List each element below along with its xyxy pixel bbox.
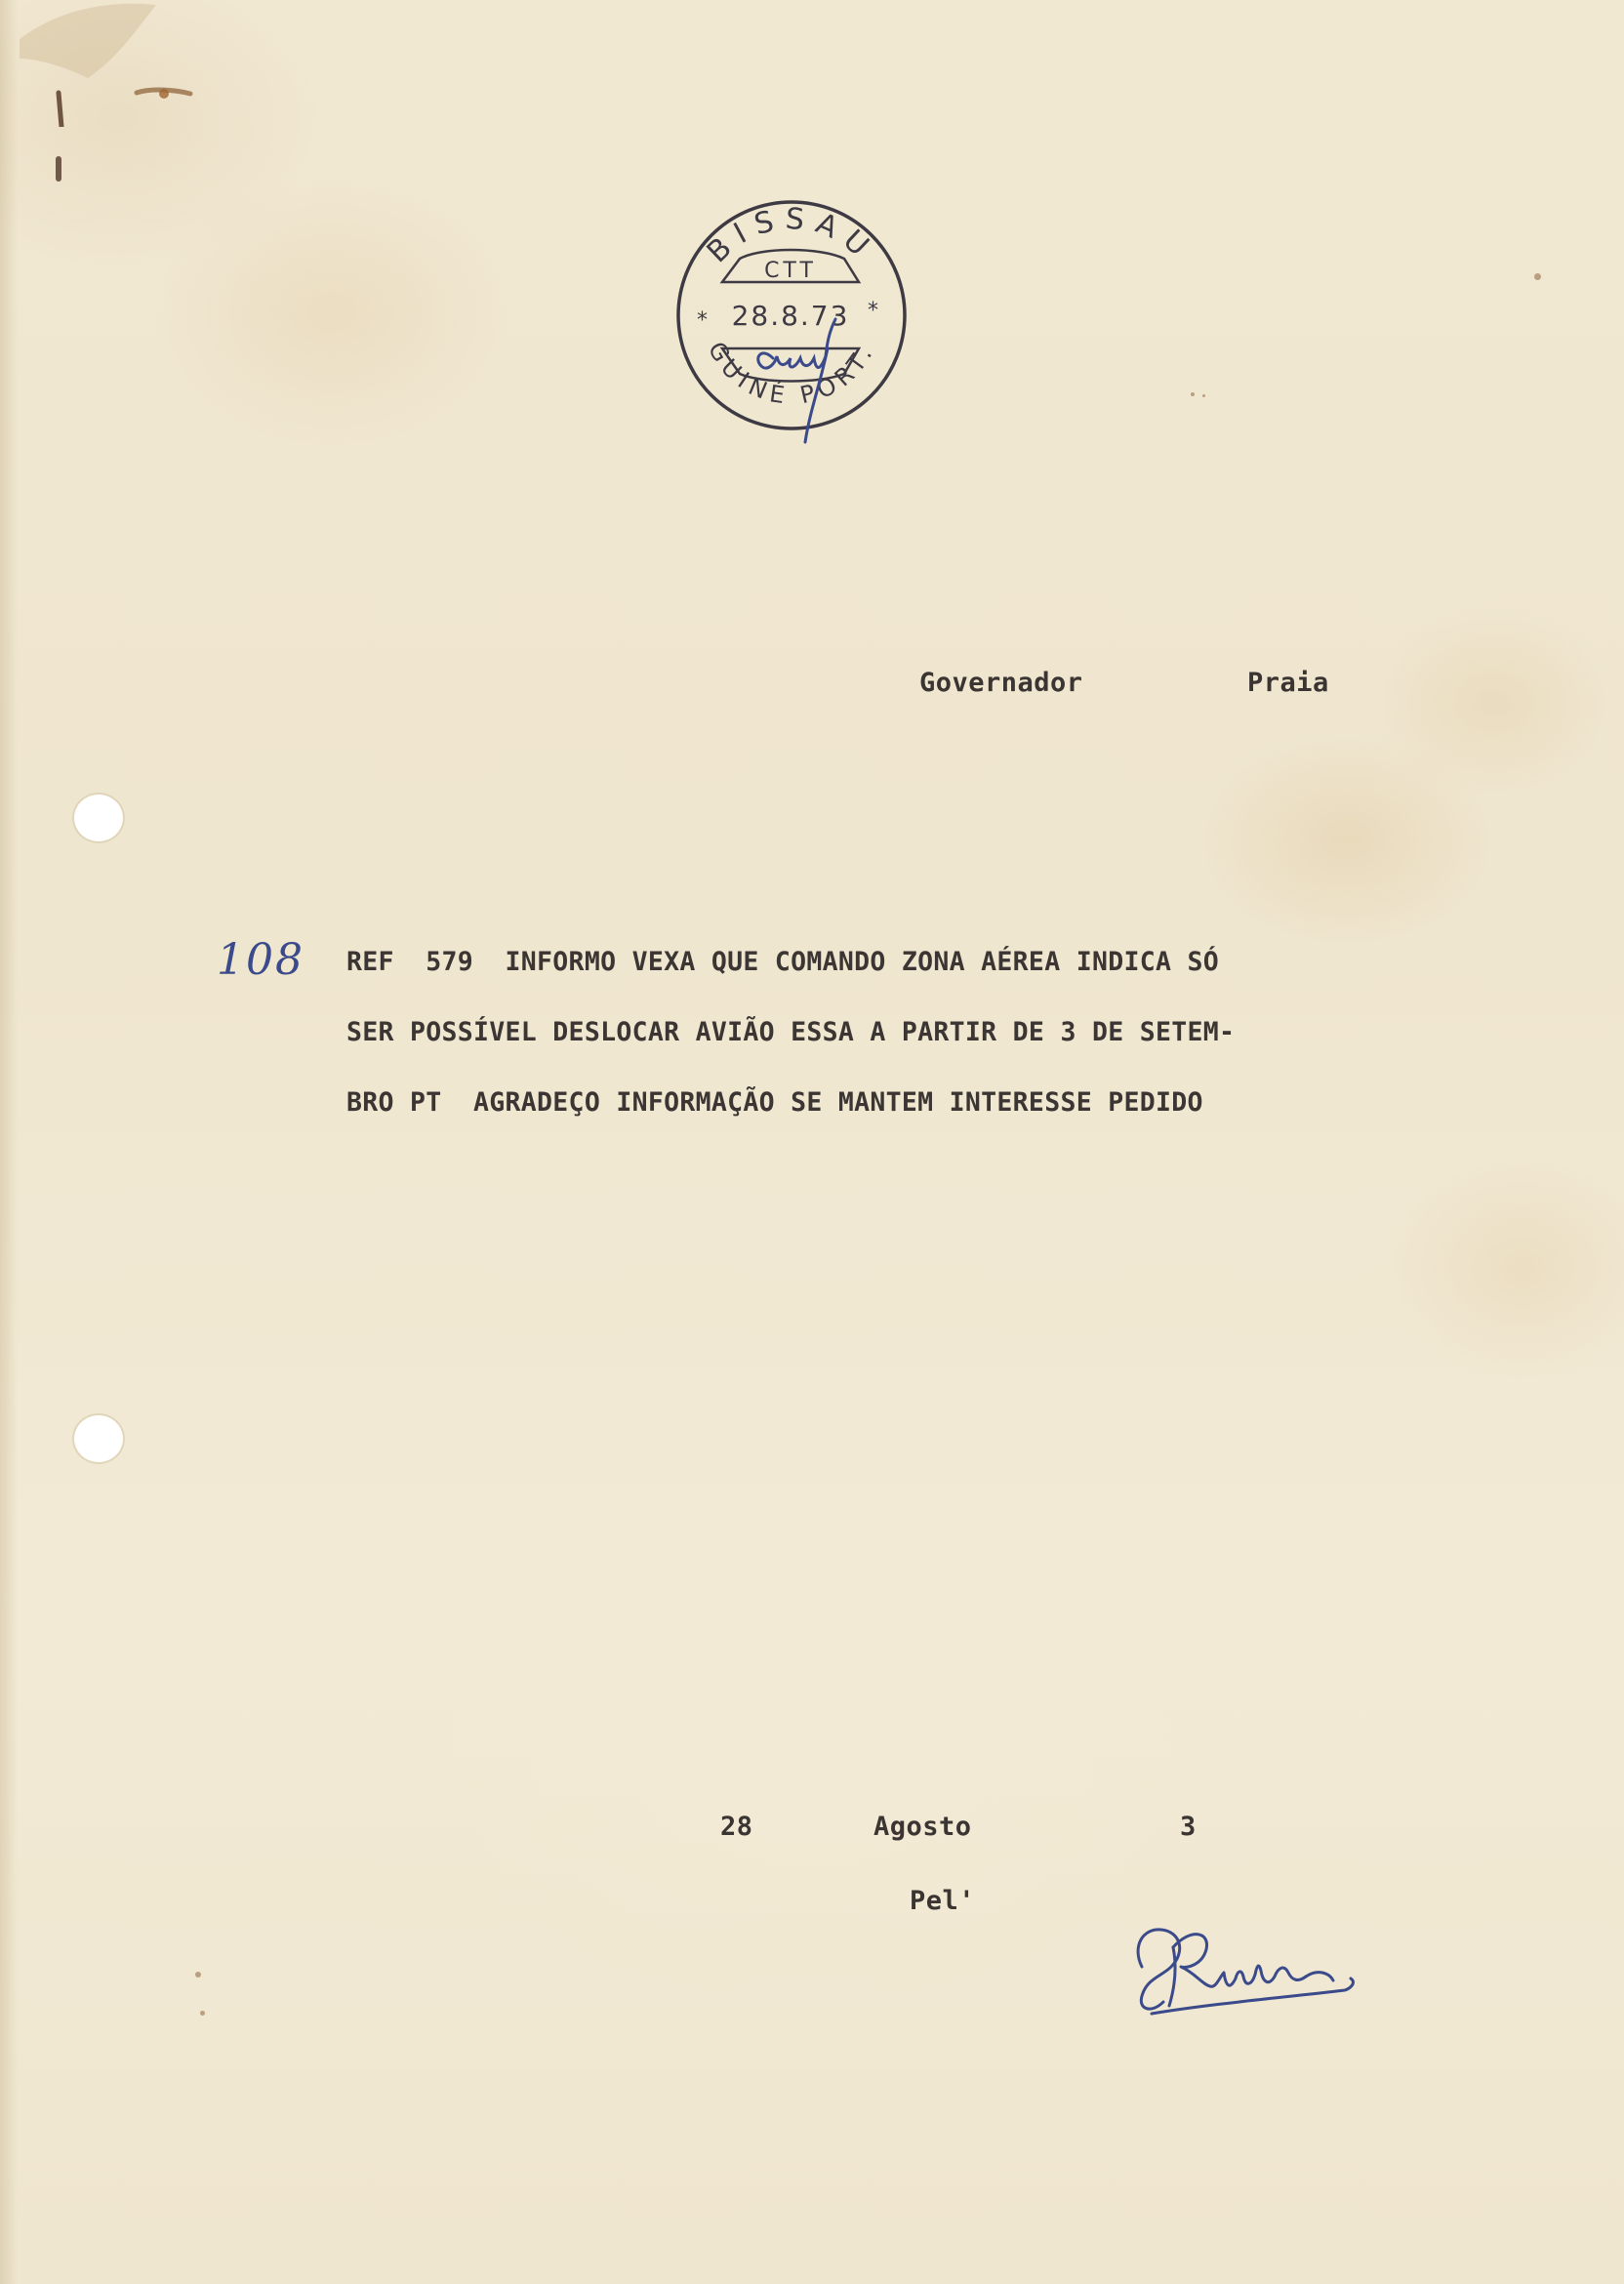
paper-edge-shadow [0,0,18,2284]
message-line: SER POSSÍVEL DESLOCAR AVIÃO ESSA A PARTIR DE 3 DE SETEM- [346,1017,1236,1047]
punch-hole [74,795,123,841]
postmark-star-left: * [697,308,708,333]
postmark-star-right: * [868,299,878,323]
handwritten-signature [1113,1908,1366,2035]
footer-pel: Pel' [910,1886,976,1916]
punch-hole [74,1415,123,1462]
message-body [346,945,1459,1156]
paper-speck [1202,394,1205,397]
paper-speck [200,2011,205,2016]
postmark-stamp [664,190,917,454]
destination-label: Praia [1247,668,1329,698]
footer-number: 3 [1180,1812,1197,1842]
staple-stain-mark [20,0,234,127]
postmark-center-label: CTT [764,259,817,283]
message-line: BRO PT AGRADEÇO INFORMAÇÃO SE MANTEM INTERESSE PEDIDO [346,1087,1203,1118]
paper-speck [56,156,61,182]
postmark-top-text: BISSAU [700,201,883,270]
postmark-bottom-text: GUINÉ PORT. [702,337,880,410]
handwritten-reference-number: 108 [217,935,304,985]
paper-speck [1534,273,1541,280]
paper-speck [195,1972,201,1978]
postmark-date: 28.8.73 [731,300,850,332]
paper-speck [1191,392,1195,396]
footer-month: Agosto [873,1812,972,1842]
footer-day: 28 [720,1812,753,1842]
addressee-label: Governador [919,668,1083,698]
message-line: REF 579 INFORMO VEXA QUE COMANDO ZONA AÉREA INDICA SÓ [346,947,1219,977]
